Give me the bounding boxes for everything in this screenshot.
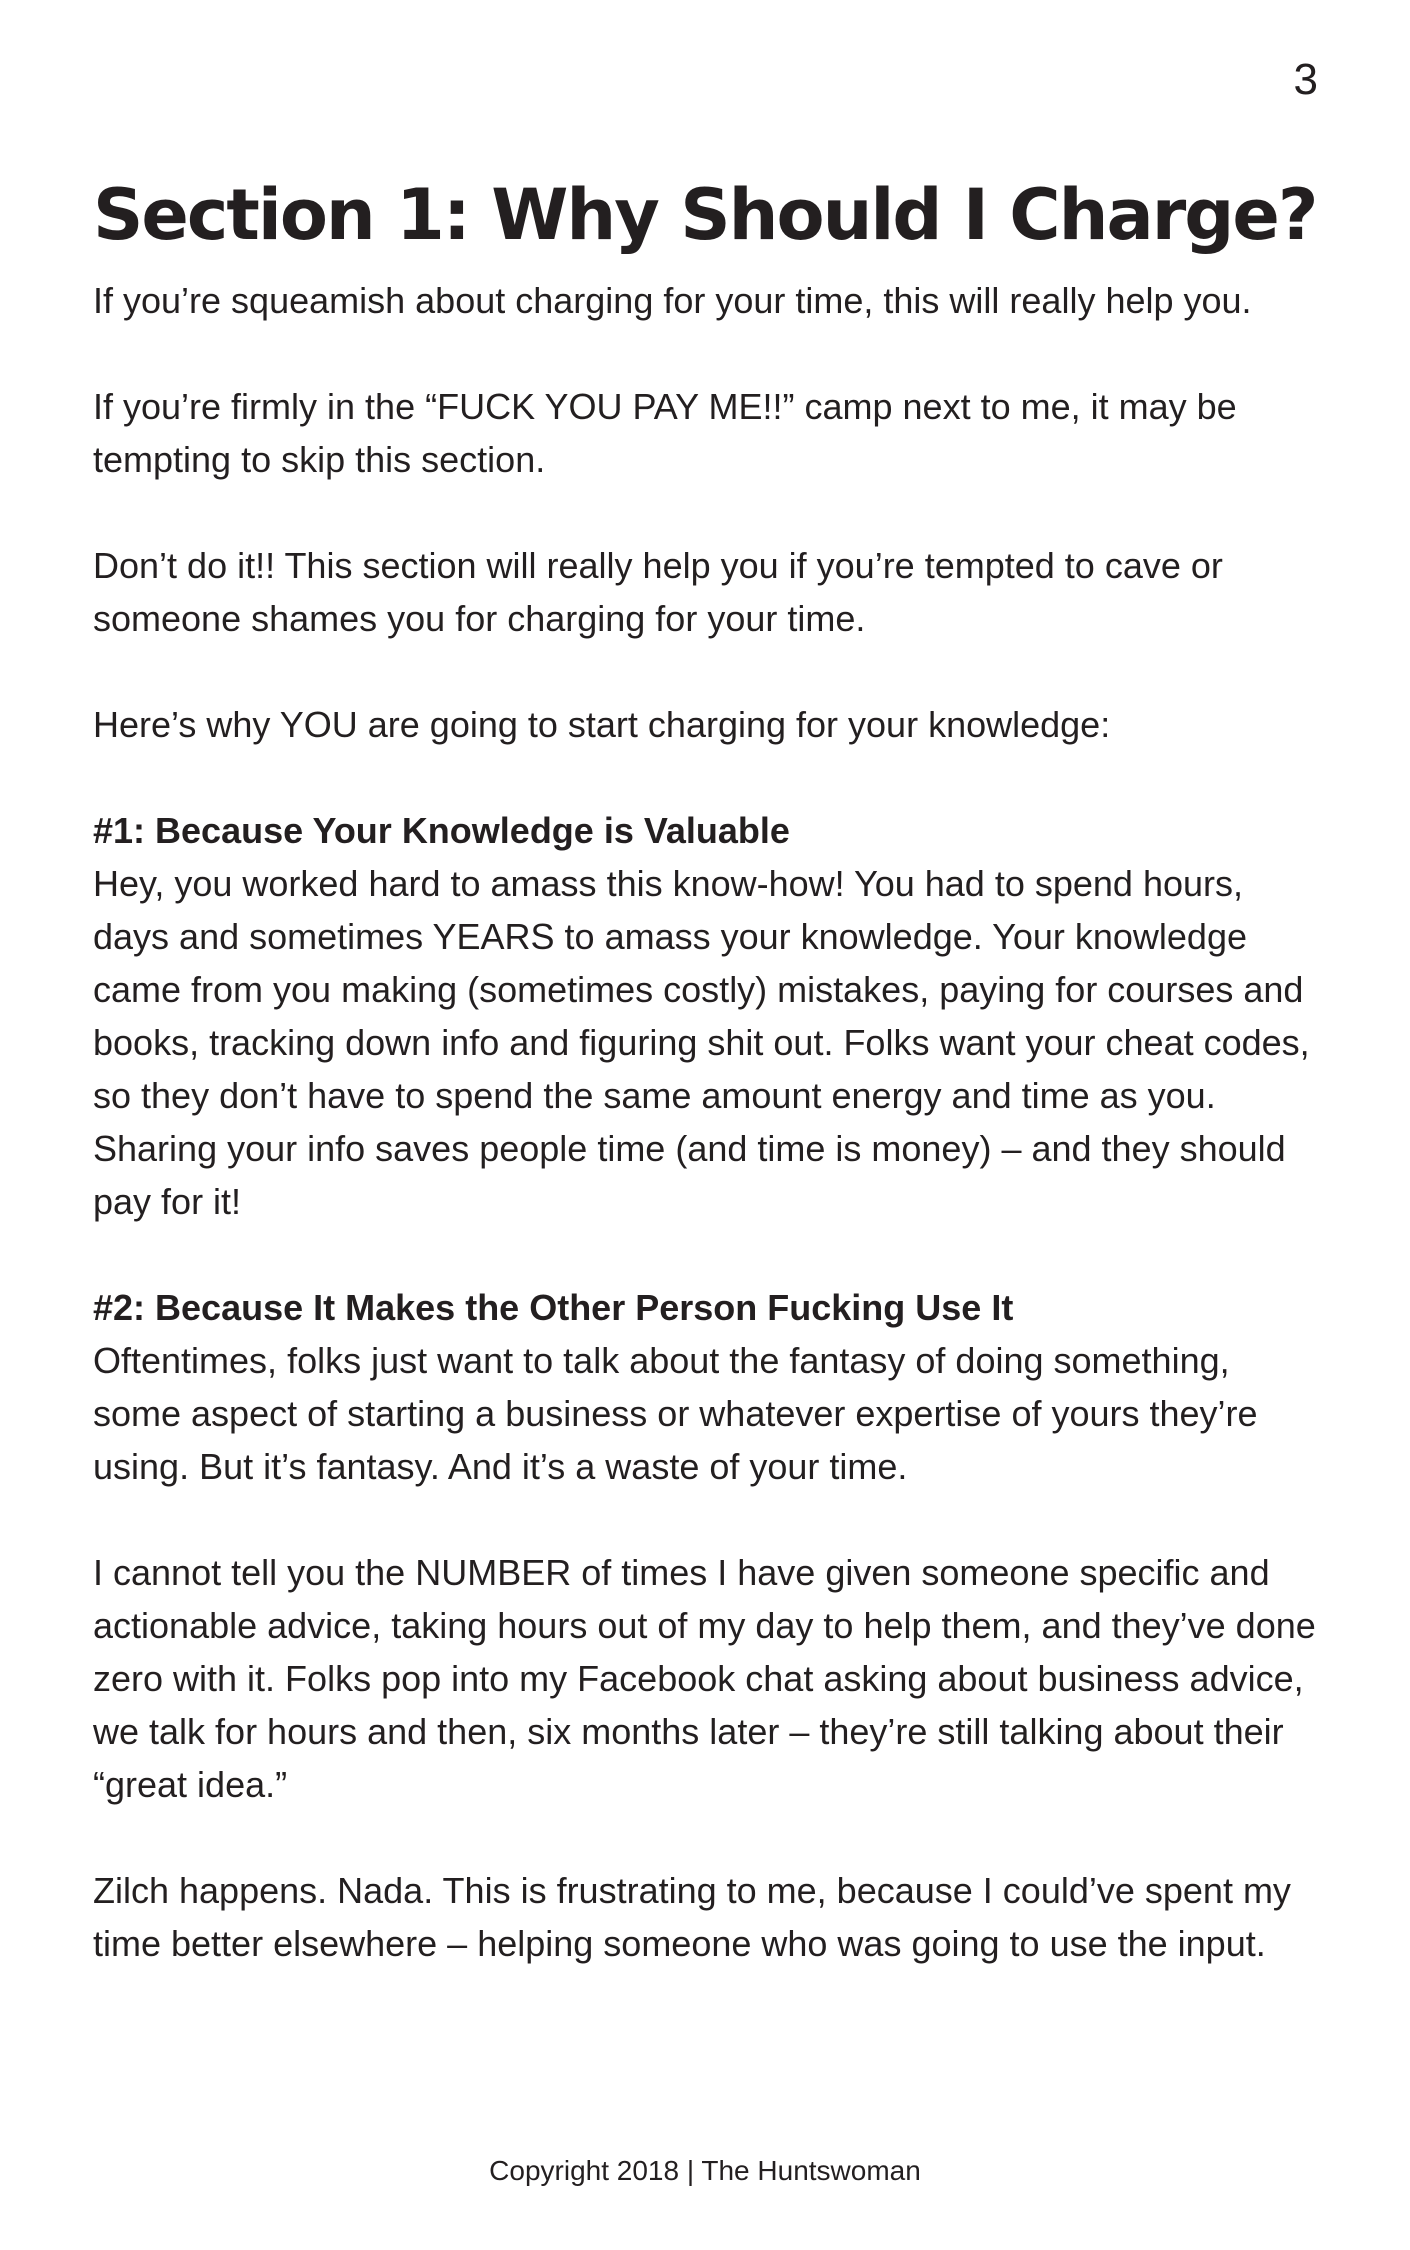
paragraph	[93, 1281, 1323, 1493]
subheading-reason-2: #2: Because It Makes the Other Person Fucking Use It	[93, 1287, 1014, 1328]
copyright-footer: Copyright 2018 | The Huntswoman	[489, 2155, 921, 2186]
paragraph-text: Hey, you worked hard to amass this know-how! You had to spend hours, days and sometimes YEARS to amass your knowledge. Your knowledge came from you making (sometimes costly) mistakes, paying for courses and books, tracking down info and figuring shit out. Folks want your cheat codes, so they don’t have to spend the same amount energy and time as you. Sharing your info saves people time (and time is money) – and they should pay for it!	[93, 863, 1310, 1222]
paragraph-text: If you’re squeamish about charging for your time, this will really help you.	[93, 280, 1252, 321]
paragraph-text: Oftentimes, folks just want to talk about the fantasy of doing something, some aspect of starting a business or whatever expertise of yours they’re using. But it’s fantasy. And it’s a waste of your time.	[93, 1340, 1258, 1487]
paragraph	[93, 380, 1323, 486]
paragraph-text: Don’t do it!! This section will really help you if you’re tempted to cave or someone shames you for charging for your time.	[93, 545, 1223, 639]
subheading-reason-1: #1: Because Your Knowledge is Valuable	[93, 810, 790, 851]
page-number: 3	[1293, 55, 1318, 104]
section-title: Section 1: Why Should I Charge?	[93, 174, 1317, 256]
paragraph-text: Zilch happens. Nada. This is frustrating to me, because I could’ve spent my time better elsewhere – helping someone who was going to use the input.	[93, 1870, 1291, 1964]
paragraph-text: If you’re firmly in the “FUCK YOU PAY ME!!” camp next to me, it may be tempting to skip this section.	[93, 386, 1237, 480]
paragraph	[93, 804, 1323, 1228]
paragraph	[93, 698, 1323, 751]
page-body	[93, 168, 1323, 2023]
paragraph	[93, 539, 1323, 645]
paragraph	[93, 274, 1323, 327]
paragraph-text: I cannot tell you the NUMBER of times I have given someone specific and actionable advice, taking hours out of my day to help them, and they’ve done zero with it. Folks pop into my Facebook chat asking about business advice, we talk for hours and then, six months later – they’re still talking about their “great idea.”	[93, 1552, 1316, 1805]
paragraph	[93, 1546, 1323, 1811]
paragraph	[93, 1864, 1323, 1970]
paragraph-text: Here’s why YOU are going to start charging for your knowledge:	[93, 704, 1111, 745]
